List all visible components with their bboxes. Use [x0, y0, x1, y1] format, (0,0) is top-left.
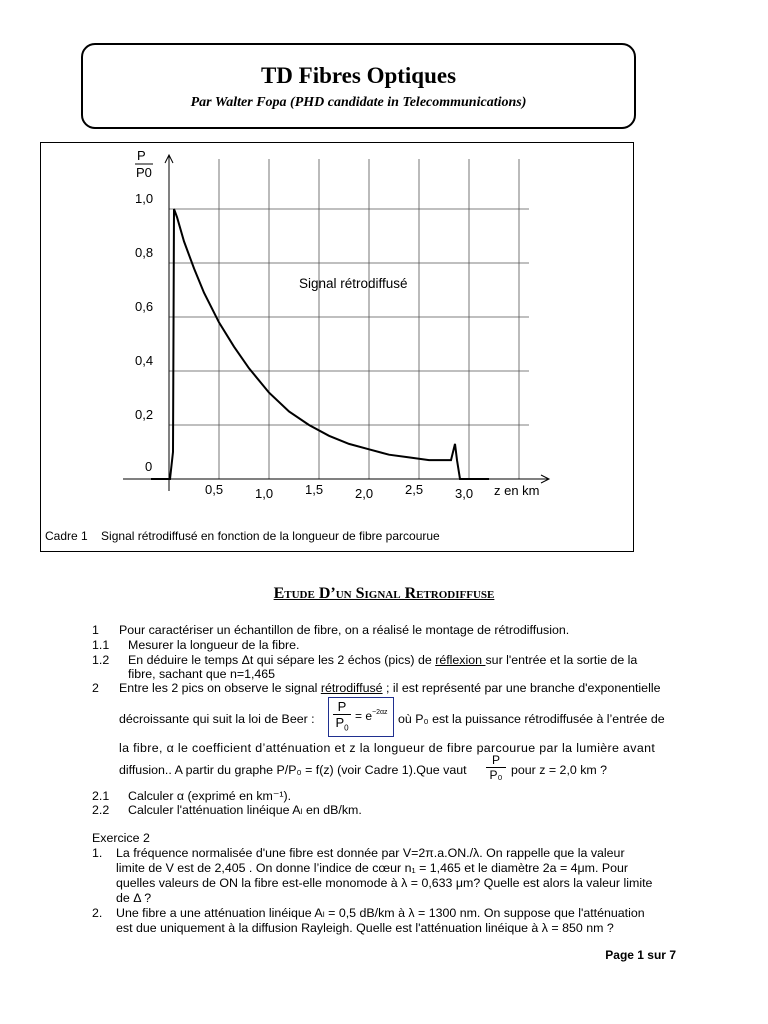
- y-tick-label: 0,6: [135, 299, 154, 314]
- x-tick-label: 0,5: [205, 482, 224, 497]
- item-2-text-z: pour z = 2,0 km ?: [511, 763, 608, 777]
- y-axis-label-top: P: [137, 148, 146, 163]
- exercise-2-line-2b: est due uniquement à la diffusion Rayleigh. Quelle est l'atténuation linéique à λ = 850 nm ?: [116, 921, 614, 935]
- chart: [41, 143, 633, 551]
- x-tick-label: 1,0: [255, 486, 274, 501]
- exercise-2-line-1c: quelles valeurs de ON la fibre est-elle monomode à λ = 0,633 μm? Quelle est alors la valeur limite: [116, 876, 653, 890]
- x-tick-label: 1,5: [305, 482, 324, 497]
- chart-grid: [169, 159, 529, 479]
- y-axis-label-bottom: P0: [136, 165, 152, 180]
- item-2-text: Entre les 2 pics on observe le signal rétrodiffusé ; il est représenté par une branche d'exponentielle: [119, 681, 661, 695]
- item-2-1-text: Calculer α (exprimé en km⁻¹).: [128, 789, 292, 803]
- item-number-2: 2: [92, 681, 99, 695]
- exercise-2-heading: Exercice 2: [92, 831, 150, 845]
- y-tick-label: 0,2: [135, 407, 154, 422]
- exercise-2-number-2: 2.: [92, 906, 103, 920]
- ratio-fraction: $\frac{P}{\text{P₀}}$: [486, 753, 506, 782]
- x-tick-label: 2,0: [355, 486, 374, 501]
- chart-title: Signal rétrodiffusé: [299, 276, 408, 291]
- y-tick-label: 0: [145, 459, 153, 474]
- exercise-2-line-1a: La fréquence normalisée d'une fibre est donnée par V=2π.a.ON./λ. On rappelle que la valeur: [116, 846, 625, 860]
- y-tick-label: 0,4: [135, 353, 154, 368]
- item-2-text-p0: où P₀ est la puissance rétrodiffusée à l’entrée de: [398, 712, 665, 726]
- caption-label: Cadre 1: [45, 529, 88, 543]
- item-number-2-1: 2.1: [92, 789, 110, 803]
- chart-axes: [123, 155, 549, 491]
- document-subtitle: Par Walter Fopa (PHD candidate in Telecommunications): [190, 95, 527, 110]
- item-1-1-text: Mesurer la longueur de la fibre.: [128, 638, 300, 652]
- item-1-2-text-cont: fibre, sachant que n=1,465: [128, 667, 276, 681]
- item-number-2-2: 2.2: [92, 803, 110, 817]
- series-line-signal: [151, 209, 489, 479]
- figure-frame: [40, 142, 634, 552]
- beer-law-formula: [328, 697, 394, 737]
- exercise-2-line-2a: Une fibre a une atténuation linéique Aₗ = 0,5 dB/km à λ = 1300 nm. On suppose que l'atténuation: [116, 906, 645, 920]
- item-number-1-1: 1.1: [92, 638, 110, 652]
- item-2-text-beer: décroissante qui suit la loi de Beer :: [119, 712, 315, 726]
- item-2-text-fibre: la fibre, α le coefficient d’atténuation et z la longueur de fibre parcourue par la lumière avant: [119, 741, 656, 755]
- beer-fraction: $\frac{P}{P_0}$: [333, 699, 351, 733]
- item-1-text: Pour caractériser un échantillon de fibre, on a réalisé le montage de rétrodiffusion.: [119, 623, 570, 637]
- item-number-1-2: 1.2: [92, 653, 110, 667]
- item-1-2-text: En déduire le temps Δt qui sépare les 2 échos (pics) de réflexion sur l'entrée et la sortie de la: [128, 653, 638, 667]
- exercise-2-line-1b: limite de V est de 2,405 . On donne l’indice de cœur n₁ = 1,465 et le diamètre 2a = 4μm. Pour: [116, 861, 629, 875]
- x-tick-label: 2,5: [405, 482, 424, 497]
- item-2-2-text: Calculer l'atténuation linéique Aₗ en dB/km.: [128, 803, 362, 817]
- title-box: [81, 43, 636, 129]
- y-tick-label: 0,8: [135, 245, 154, 260]
- chart-tick-labels: [135, 191, 473, 501]
- document-title: TD Fibres Optiques: [260, 63, 457, 88]
- exercise-2-line-1d: de Δ ?: [116, 891, 152, 905]
- item-number-1: 1: [92, 623, 99, 637]
- item-2-text-graph: diffusion.. A partir du graphe P/P₀ = f(z) (voir Cadre 1).Que vaut: [119, 763, 467, 777]
- exercise-2-number-1: 1.: [92, 846, 103, 860]
- caption-text: Signal rétrodiffusé en fonction de la longueur de fibre parcourue: [101, 529, 440, 543]
- x-tick-label: 3,0: [455, 486, 474, 501]
- page-number: Page 1 sur 7: [605, 948, 676, 962]
- figure-caption: [45, 529, 440, 543]
- y-tick-label: 1,0: [135, 191, 154, 206]
- x-axis-label: z en km: [494, 483, 540, 498]
- section-title: Etude D’un Signal Retrodiffuse: [273, 585, 495, 602]
- beer-exponential: = $e^{-2\alpha z}$: [355, 709, 388, 723]
